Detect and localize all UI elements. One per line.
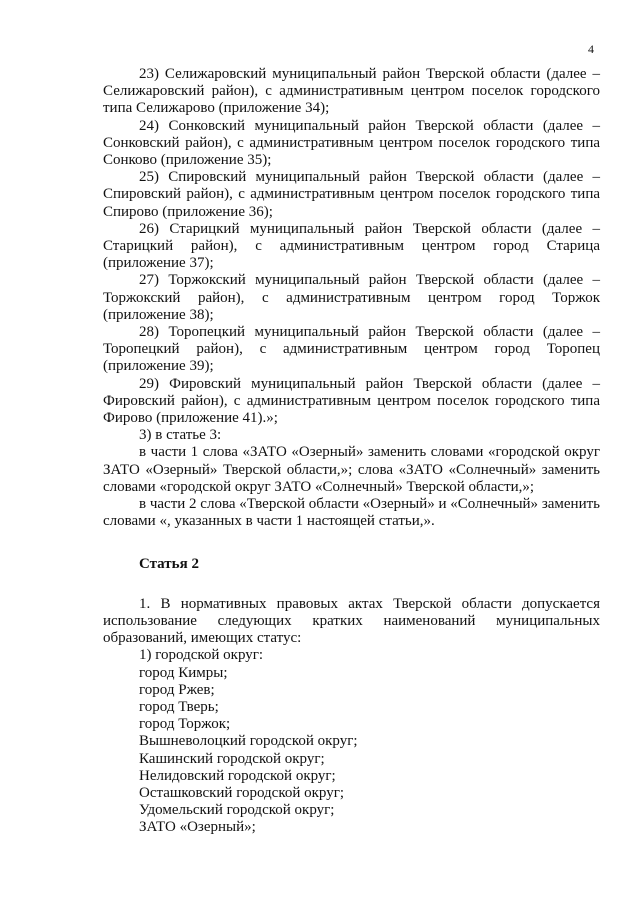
- list-item: 1) городской округ:: [139, 647, 264, 664]
- list-item: Кашинский городской округ;: [139, 750, 325, 767]
- article-paragraph: 1. В нормативных правовых актах Тверской области допускается использование следующих кратких наименований муниципальных образований, имеющих статус:: [103, 595, 600, 647]
- paragraph-article3-part1: в части 1 слова «ЗАТО «Озерный» заменить словами «городской округ ЗАТО «Озерный» Тверской области,»; слова «ЗАТО «Солнечный» заменить словами «городской округ ЗАТО «Солнечный» Тверской области,»;: [103, 444, 600, 495]
- list-item: Вышневолоцкий городской округ;: [139, 733, 358, 750]
- paragraph-28: 28) Торопецкий муниципальный район Тверской области (далее – Торопецкий район), с административным центром город Торопец (приложение 39);: [103, 324, 600, 375]
- paragraph-article3-part2: в части 2 слова «Тверской области «Озерный» и «Солнечный» заменить словами «, указанных в части 1 настоящей статьи,».: [103, 496, 600, 530]
- municipality-list: [103, 647, 600, 836]
- list-item: город Тверь;: [139, 698, 219, 715]
- list-item: город Кимры;: [139, 664, 228, 681]
- article-heading: Статья 2: [139, 556, 199, 573]
- list-item: Нелидовский городской округ;: [139, 767, 336, 784]
- paragraph-25: 25) Спировский муниципальный район Тверской области (далее – Спировский район), с административным центром поселок городского типа Спирово (приложение 36);: [103, 169, 600, 220]
- paragraph-23: 23) Селижаровский муниципальный район Тверской области (далее – Селижаровский район), с административным центром поселок городского типа Селижарово (приложение 34);: [103, 66, 600, 117]
- document-body: [103, 66, 600, 837]
- list-item: Осташковский городской округ;: [139, 784, 345, 801]
- page-number: 4: [588, 42, 594, 56]
- paragraph-24: 24) Сонковский муниципальный район Тверской области (далее – Сонковский район), с административным центром поселок городского типа Сонково (приложение 35);: [103, 117, 600, 169]
- paragraph-27: 27) Торжокский муниципальный район Тверской области (далее – Торжокский район), с административным центром город Торжок (приложение 38);: [103, 272, 600, 323]
- list-item: ЗАТО «Озерный»;: [139, 819, 256, 836]
- list-item: город Ржев;: [139, 681, 215, 698]
- paragraph-26: 26) Старицкий муниципальный район Тверской области (далее – Старицкий район), с административным центром город Старица (приложение 37);: [103, 220, 600, 272]
- list-item: город Торжок;: [139, 716, 231, 733]
- list-item: Удомельский городской округ;: [139, 802, 335, 819]
- paragraph-article3-intro: 3) в статье 3:: [139, 427, 222, 444]
- paragraph-29: 29) Фировский муниципальный район Тверской области (далее – Фировский район), с административным центром поселок городского типа Фирово (приложение 41).»;: [103, 375, 600, 427]
